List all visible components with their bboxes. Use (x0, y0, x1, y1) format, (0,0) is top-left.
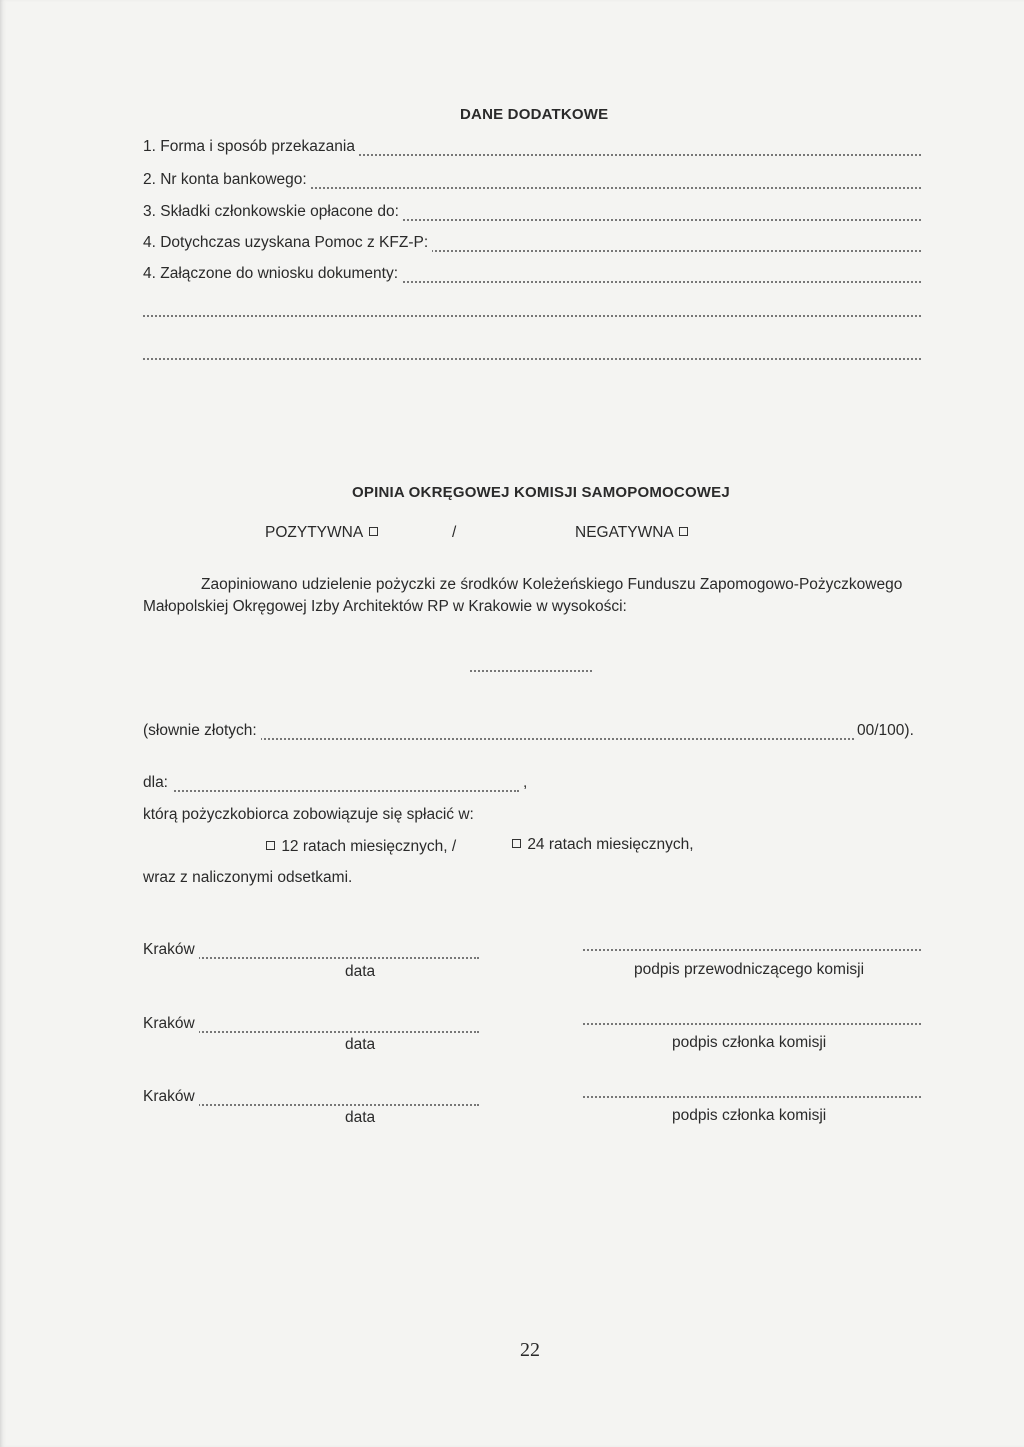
blank-line[interactable] (143, 358, 921, 360)
option-24-installments[interactable] (510, 836, 694, 854)
amount-suffix: 00/100). (857, 722, 914, 739)
date-caption: data (345, 963, 376, 980)
separator: / (452, 524, 457, 541)
city-label: Kraków (143, 1088, 199, 1106)
date-caption: data (345, 1109, 376, 1126)
checkbox-icon[interactable] (512, 839, 521, 848)
option-label: 24 ratach miesięcznych, (527, 836, 694, 853)
field-label: 3. Składki członkowskie opłacone do: (143, 203, 403, 221)
date-caption: data (345, 1036, 376, 1053)
city-label: Kraków (143, 1015, 199, 1033)
option-label: 12 ratach miesięcznych, / (281, 838, 457, 855)
checkbox-icon[interactable] (679, 527, 688, 536)
field-label: 1. Forma i sposób przekazania (143, 138, 359, 156)
field-date-1[interactable] (143, 941, 479, 963)
field-date-2[interactable] (143, 1015, 479, 1037)
paragraph-line: Zaopiniowano udzielenie pożyczki ze środków Koleżeńskiego Funduszu Zapomogowo-Pożyczkowego (201, 576, 903, 593)
field-label: dla: (143, 774, 172, 792)
city-label: Kraków (143, 941, 199, 959)
signature-line-member[interactable] (583, 1096, 921, 1098)
field-attached-documents[interactable] (143, 265, 921, 287)
paragraph-line: Małopolskiej Okręgowej Izby Architektów RP w Krakowie w wysokości: (143, 598, 627, 615)
field-label: 2. Nr konta bankowego: (143, 171, 311, 189)
signature-line-chair[interactable] (583, 949, 921, 951)
field-membership-fees[interactable] (143, 203, 921, 225)
field-amount-words[interactable] (143, 722, 854, 744)
field-transfer-method[interactable] (143, 138, 921, 160)
blank-line[interactable] (143, 315, 921, 317)
signature-caption: podpis członka komisji (672, 1107, 827, 1124)
field-label: 4. Załączone do wniosku dokumenty: (143, 265, 402, 283)
checkbox-icon[interactable] (266, 841, 275, 850)
signature-caption: podpis przewodniczącego komisji (634, 961, 865, 978)
option-positive-label: POZYTYWNA (265, 524, 363, 541)
field-for[interactable] (143, 774, 519, 796)
option-12-installments[interactable] (264, 838, 456, 856)
option-negative[interactable] (575, 524, 690, 542)
option-positive[interactable] (265, 524, 380, 542)
amount-field[interactable] (470, 670, 592, 672)
section-title-committee-opinion: OPINIA OKRĘGOWEJ KOMISJI SAMOPOMOCOWEJ (352, 484, 730, 501)
checkbox-icon[interactable] (369, 527, 378, 536)
field-label: (słownie złotych: (143, 722, 261, 740)
comma: , (523, 774, 528, 791)
interest-text: wraz z naliczonymi odsetkami. (143, 869, 353, 886)
field-bank-account[interactable] (143, 171, 921, 193)
field-label: 4. Dotychczas uzyskana Pomoc z KFZ-P: (143, 234, 432, 252)
signature-caption: podpis członka komisji (672, 1034, 827, 1051)
section-title-additional-data: DANE DODATKOWE (460, 106, 609, 123)
page-number: 22 (520, 1339, 540, 1361)
repay-text: którą pożyczkobiorca zobowiązuje się spłacić w: (143, 806, 474, 823)
field-date-3[interactable] (143, 1088, 479, 1110)
field-previous-aid[interactable] (143, 234, 921, 256)
signature-line-member[interactable] (583, 1023, 921, 1025)
option-negative-label: NEGATYWNA (575, 524, 673, 541)
